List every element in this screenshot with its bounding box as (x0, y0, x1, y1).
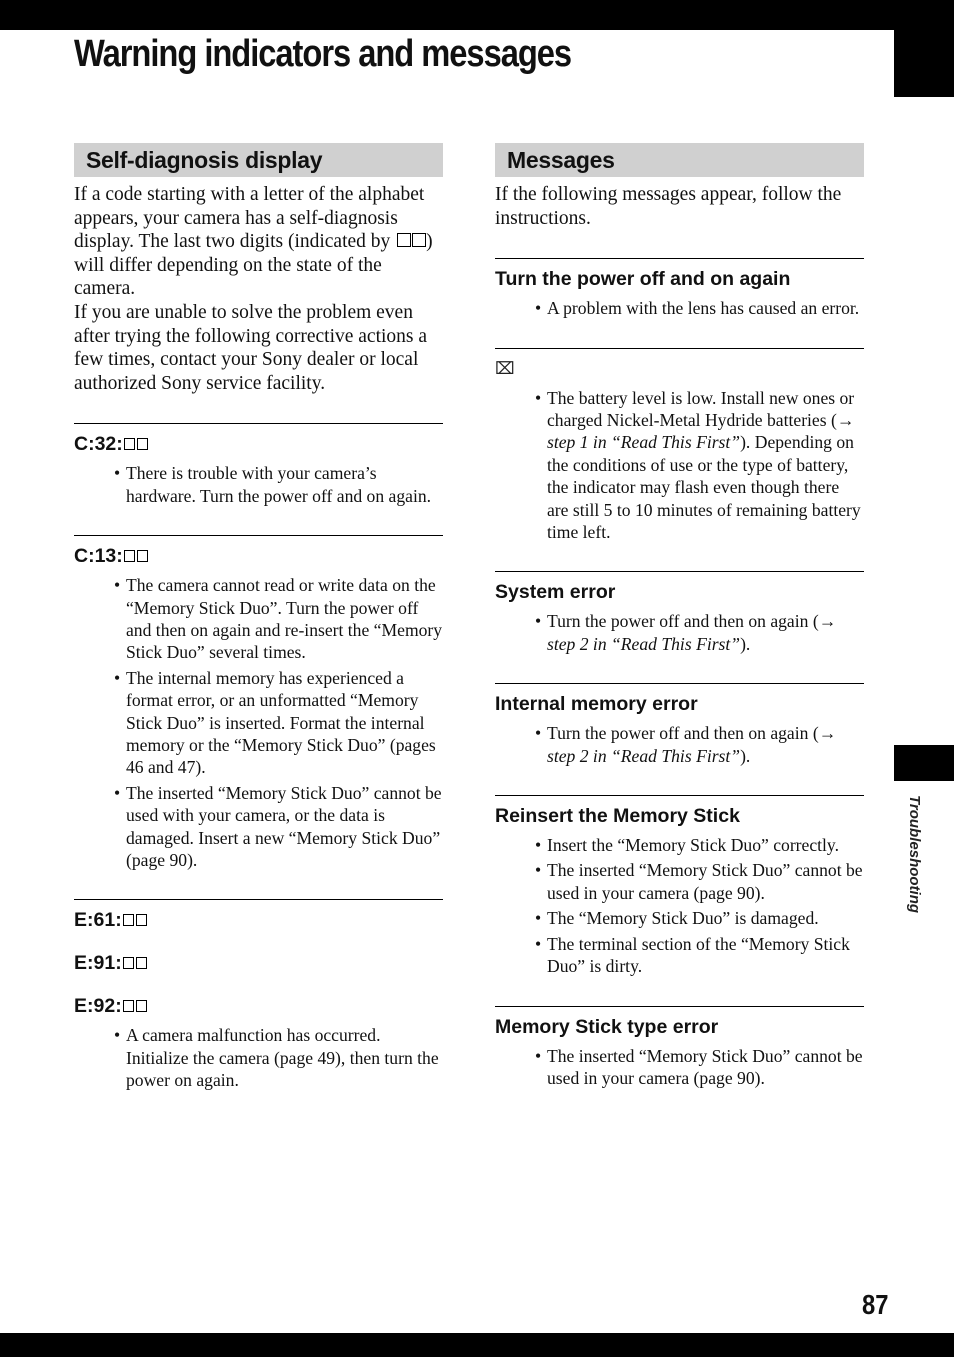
bullet-item (495, 722, 864, 767)
digit-placeholder-box (136, 914, 147, 926)
section-side-label: Troubleshooting (906, 795, 923, 914)
messages-intro: If the following messages appear, follow the instructions. (495, 184, 842, 229)
left-column (74, 143, 443, 1095)
code-text: E:61: (74, 909, 122, 932)
entry-reinsert (495, 795, 864, 977)
text: ). Depending on the conditions of use or the type of battery, the indicator may flash even though there are still 5 to 10 minutes of remaining battery time left. (547, 432, 861, 543)
entry-battery (495, 348, 864, 544)
section-tab (894, 745, 954, 781)
arrow-icon: → (818, 723, 837, 744)
text: The battery level is low. Install new ones or charged Nickel-Metal Hydride batteries ( (547, 387, 855, 430)
intro-text-b: ) will differ depending on the state of the camera. (74, 231, 433, 300)
text: ). (740, 633, 751, 654)
bullet-item: • The inserted “Memory Stick Duo” cannot be used with your camera, or the data is damaged. Insert a new “Memory Stick Duo” (page 90). (74, 782, 443, 872)
code-text: E:91: (74, 952, 122, 975)
section-heading-messages: Messages (495, 143, 864, 177)
entry-power (495, 258, 864, 319)
text: Turn the power off and then on again ( (547, 723, 819, 744)
error-code (74, 951, 443, 975)
digit-placeholder-box (137, 438, 148, 450)
message-title: System error (495, 581, 616, 604)
low-battery-icon: ⌧ (495, 358, 515, 378)
arrow-icon: → (836, 410, 855, 430)
message-title: Turn the power off and on again (495, 268, 791, 291)
intro-text-2: If you are unable to solve the problem even after trying the following corrective actions a few times, contact your Sony dealer or local authorized Sony service facility. (74, 301, 428, 394)
reference: step 2 in “Read This First” (547, 633, 741, 654)
bullet-item: • A camera malfunction has occurred. Initialize the camera (page 49), then turn the power on again. (74, 1024, 443, 1091)
message-title: Memory Stick type error (495, 1015, 719, 1038)
bullet-item: • A problem with the lens has caused an error. (495, 297, 864, 319)
section-heading-self-diagnosis: Self-diagnosis display (74, 143, 443, 177)
digit-placeholder-box (123, 957, 134, 969)
code-text: E:92: (74, 995, 122, 1018)
page-number: 87 (862, 1289, 889, 1320)
bullet-item: • The internal memory has experienced a format error, or an unformatted “Memory Stick Duo” is inserted. Format the internal memory or the “Memory Stick Duo” (pages 46 and 47). (74, 667, 443, 779)
message-title: Reinsert the Memory Stick (495, 805, 740, 828)
entry-internal-error (495, 683, 864, 767)
entry-c13 (74, 535, 443, 871)
bullet-item: • The inserted “Memory Stick Duo” cannot be used in your camera (page 90). (495, 1045, 864, 1090)
entry-type-error (495, 1006, 864, 1090)
entry-e-codes (74, 899, 443, 1091)
digit-placeholder-box (123, 914, 134, 926)
error-code (74, 544, 443, 568)
error-code (74, 432, 443, 456)
top-bar (0, 0, 954, 30)
entry-system-error (495, 571, 864, 655)
page-title: Warning indicators and messages (74, 33, 572, 75)
digit-placeholder-box (397, 233, 411, 247)
reference: step 2 in “Read This First” (547, 745, 741, 766)
arrow-icon: → (818, 611, 837, 632)
error-code (74, 994, 443, 1018)
error-code (74, 908, 443, 932)
reference: step 1 in “Read This First” (547, 432, 741, 453)
digit-placeholder-box (137, 550, 148, 562)
bullet-item (495, 610, 864, 655)
bullet-item: • Insert the “Memory Stick Duo” correctly. (495, 834, 864, 856)
bottom-bar (0, 1333, 954, 1357)
bullet-item: • The inserted “Memory Stick Duo” cannot be used in your camera (page 90). (495, 859, 864, 904)
corner-tab (894, 0, 954, 97)
bullet-item (495, 387, 864, 544)
digit-placeholder-box (136, 1000, 147, 1012)
digit-placeholder-box (412, 233, 426, 247)
bullet-item: • There is trouble with your camera’s hardware. Turn the power off and on again. (74, 462, 443, 507)
digit-placeholder-box (124, 438, 135, 450)
bullet-item: • The terminal section of the “Memory Stick Duo” is dirty. (495, 933, 864, 978)
digit-placeholder-box (124, 550, 135, 562)
right-column (495, 143, 864, 1092)
entry-c32 (74, 423, 443, 507)
message-title: Internal memory error (495, 693, 698, 716)
digit-placeholder-box (123, 1000, 134, 1012)
text: Turn the power off and then on again ( (547, 611, 819, 632)
bullet-item: • The camera cannot read or write data on the “Memory Stick Duo”. Turn the power off and then on again and re-insert the “Memory Stick Duo” several times. (74, 574, 443, 664)
text: ). (740, 745, 751, 766)
code-text: C:13: (74, 545, 123, 568)
intro-text-a: If a code starting with a letter of the alphabet appears, your camera has a self-diagnosis display. The last two digits (indicated by (74, 184, 425, 253)
self-diagnosis-intro (74, 183, 443, 395)
code-text: C:32: (74, 433, 123, 456)
digit-placeholder-box (136, 957, 147, 969)
bullet-item: • The “Memory Stick Duo” is damaged. (495, 907, 864, 929)
